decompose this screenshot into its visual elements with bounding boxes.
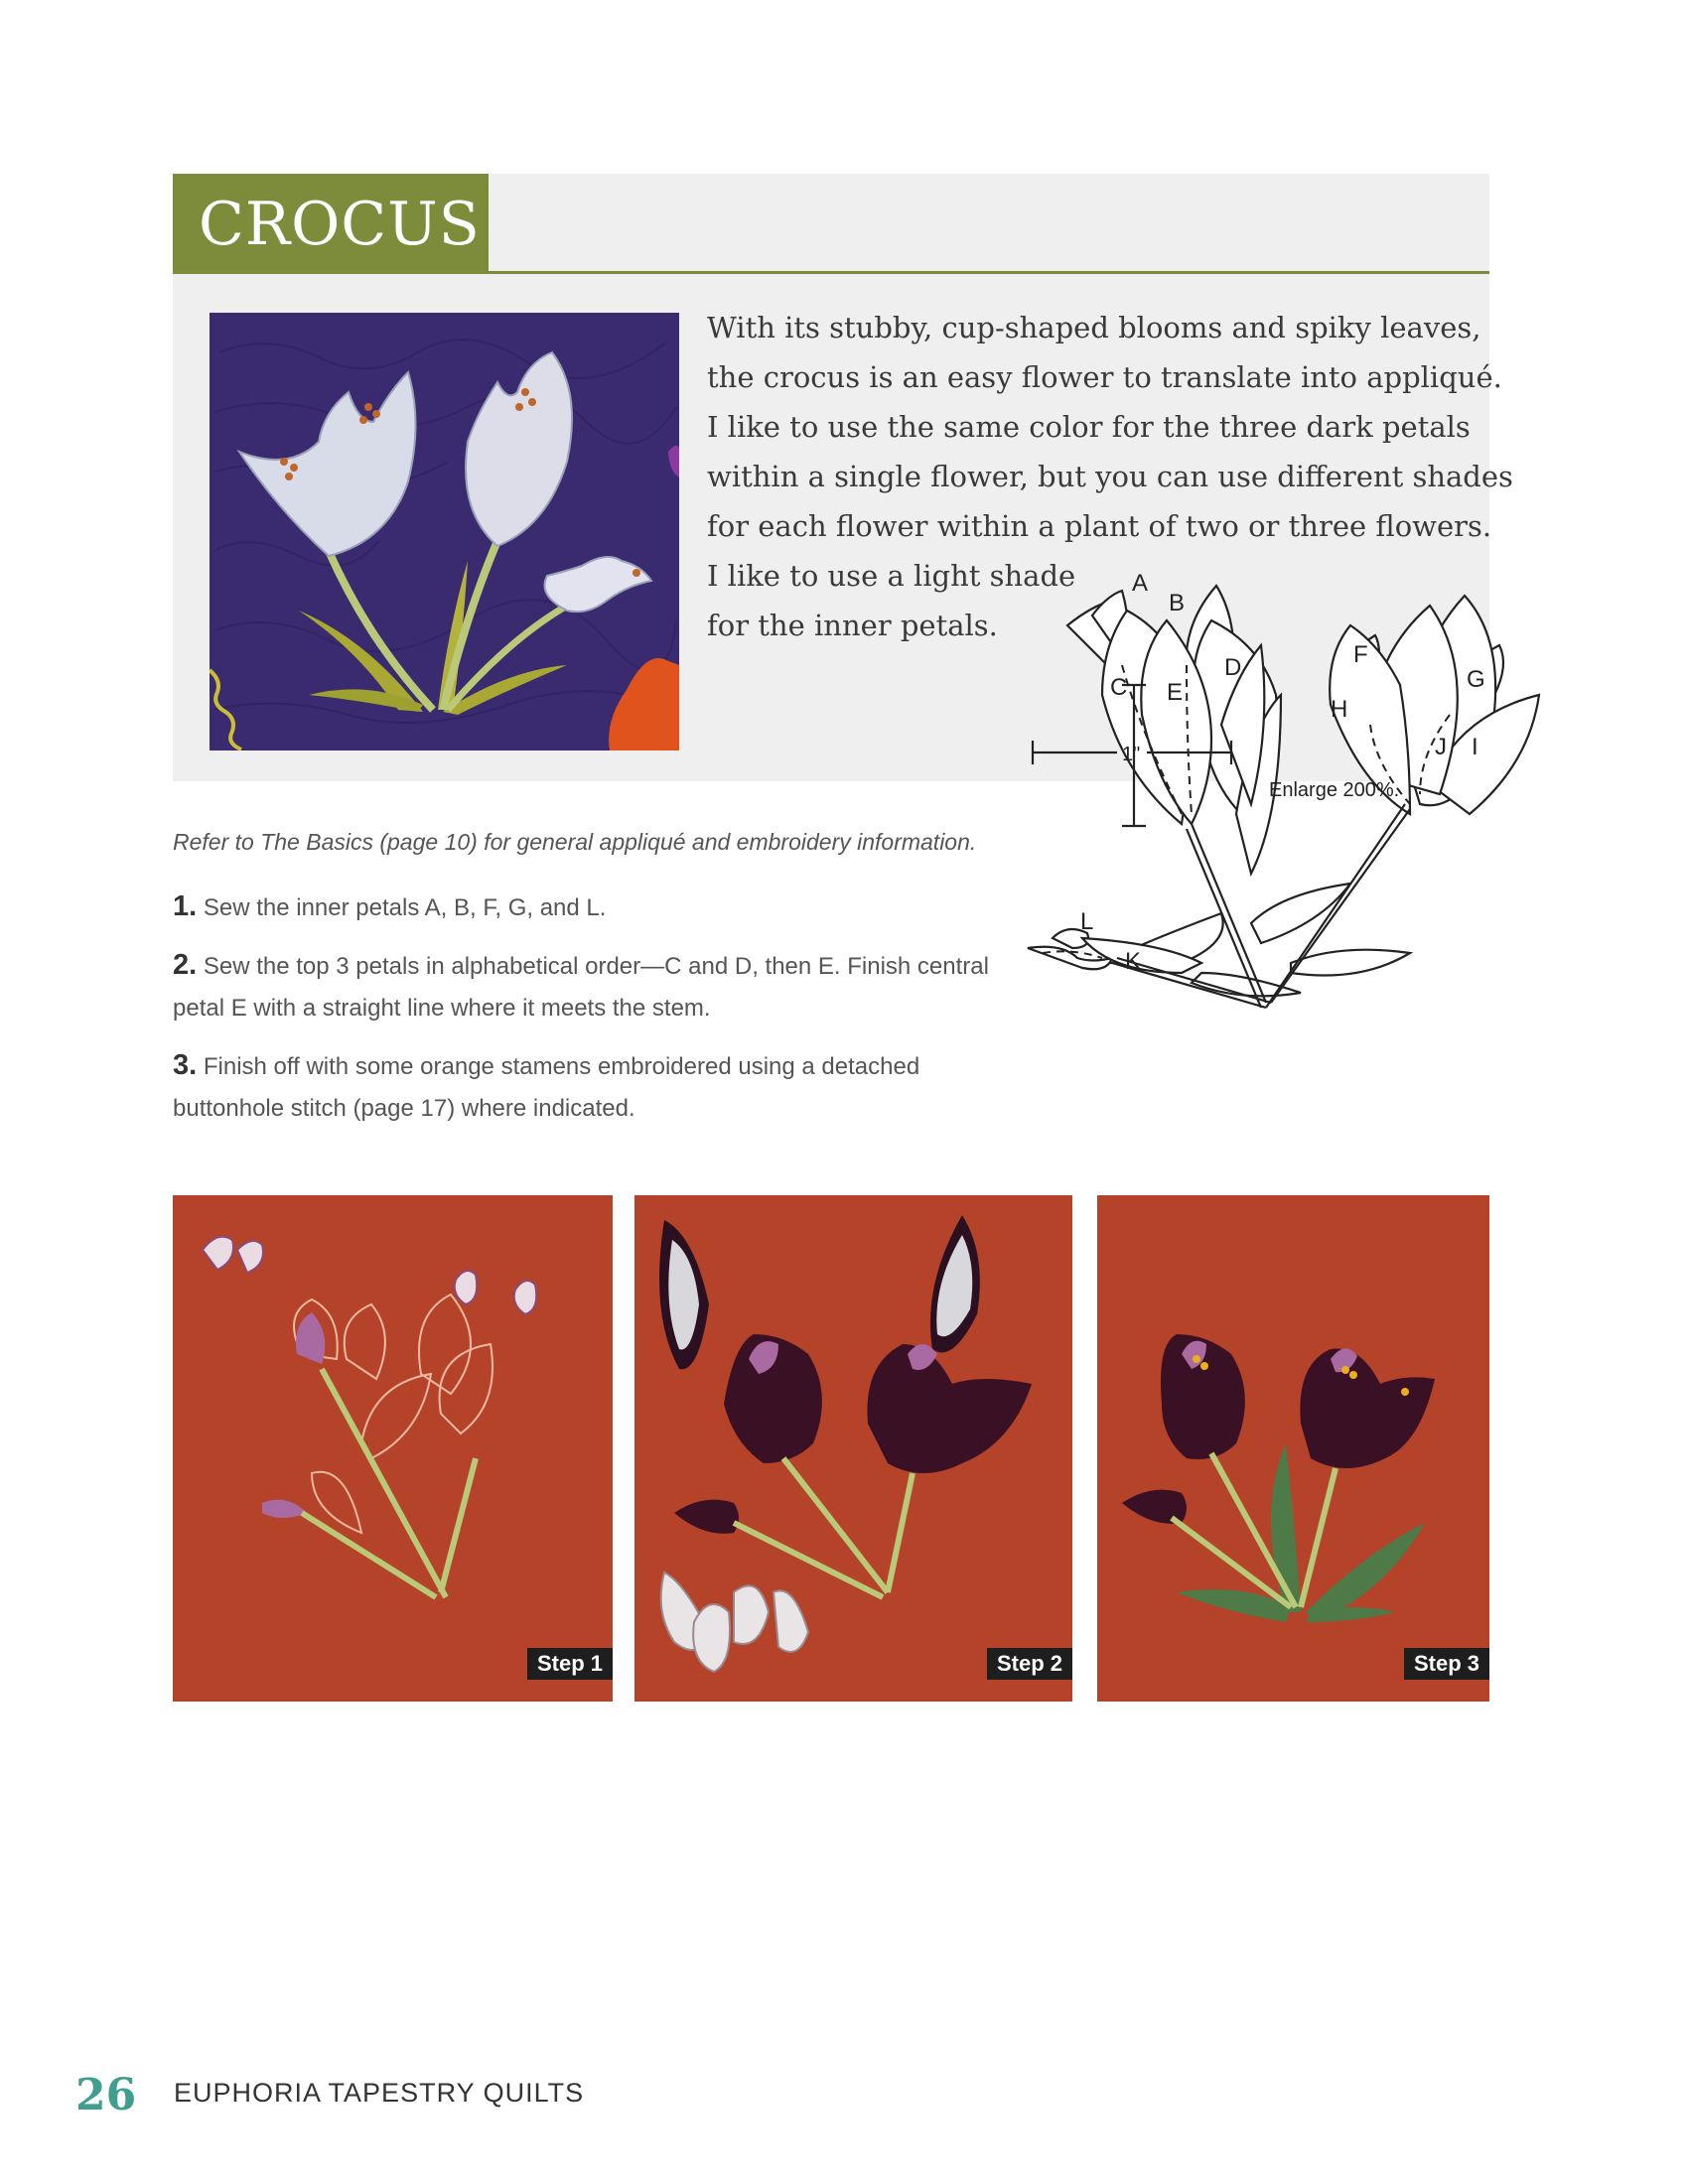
scale-label: 1"	[1122, 744, 1141, 765]
intro-line: within a single flower, but you can use different shades	[707, 460, 1513, 493]
pattern-label-c: C	[1110, 674, 1128, 701]
pattern-label-j: J	[1435, 734, 1447, 760]
intro-line: for the inner petals.	[707, 609, 998, 642]
step-text: Sew the top 3 petals in alphabetical order—C and D, then E. Finish central petal E with a straight line where it meets the stem.	[173, 953, 989, 1022]
refer-note: Refer to The Basics (page 10) for general appliqué and embroidery information.	[173, 829, 977, 855]
step-number: 3.	[173, 1049, 198, 1081]
intro-line: for each flower within a plant of two or three flowers.	[707, 509, 1492, 543]
pattern-label-g: G	[1467, 666, 1485, 693]
enlarge-note: Enlarge 200%.	[1269, 779, 1400, 801]
crocus-pattern-diagram	[1013, 566, 1609, 1161]
step-number: 1.	[173, 890, 198, 922]
step-text: Sew the inner petals A, B, F, G, and L.	[203, 894, 607, 921]
step-1-badge: Step 1	[527, 1648, 613, 1680]
instruction-step	[173, 886, 1007, 929]
step-2-image	[634, 1195, 1072, 1702]
step-text: Finish off with some orange stamens embroidered using a detached buttonhole stitch (page 17) where indicated.	[173, 1053, 920, 1122]
step-number: 2.	[173, 949, 198, 981]
pattern-label-k: K	[1125, 948, 1142, 975]
intro-line: I like to use the same color for the three dark petals	[707, 410, 1471, 444]
crocus-quilt-photo	[210, 313, 679, 751]
step-3-badge: Step 3	[1404, 1648, 1489, 1680]
instruction-step	[173, 944, 1027, 1029]
step-3-image	[1097, 1195, 1489, 1702]
step-3-photo	[1097, 1195, 1489, 1702]
pattern-label-a: A	[1132, 570, 1149, 597]
pattern-label-e: E	[1167, 679, 1184, 706]
step-2-photo	[634, 1195, 1072, 1702]
pattern-label-d: D	[1224, 654, 1242, 681]
pattern-label-l: L	[1080, 908, 1094, 935]
intro-line: I like to use a light shade	[707, 559, 1076, 593]
page-number: 26	[75, 2070, 137, 2120]
intro-line: With its stubby, cup-shaped blooms and spiky leaves,	[707, 311, 1481, 344]
book-title: EUPHORIA TAPESTRY QUILTS	[174, 2078, 585, 2108]
pattern-label-h: H	[1331, 696, 1348, 723]
pattern-label-b: B	[1169, 590, 1186, 616]
pattern-label-f: F	[1353, 641, 1368, 668]
step-2-badge: Step 2	[987, 1648, 1072, 1680]
pattern-label-i: I	[1472, 734, 1478, 760]
instruction-step	[173, 1044, 967, 1130]
step-1-image	[173, 1195, 613, 1702]
step-1-photo	[173, 1195, 613, 1702]
page-title: CROCUS	[199, 190, 481, 259]
intro-line: the crocus is an easy flower to translate into appliqué.	[707, 360, 1502, 394]
